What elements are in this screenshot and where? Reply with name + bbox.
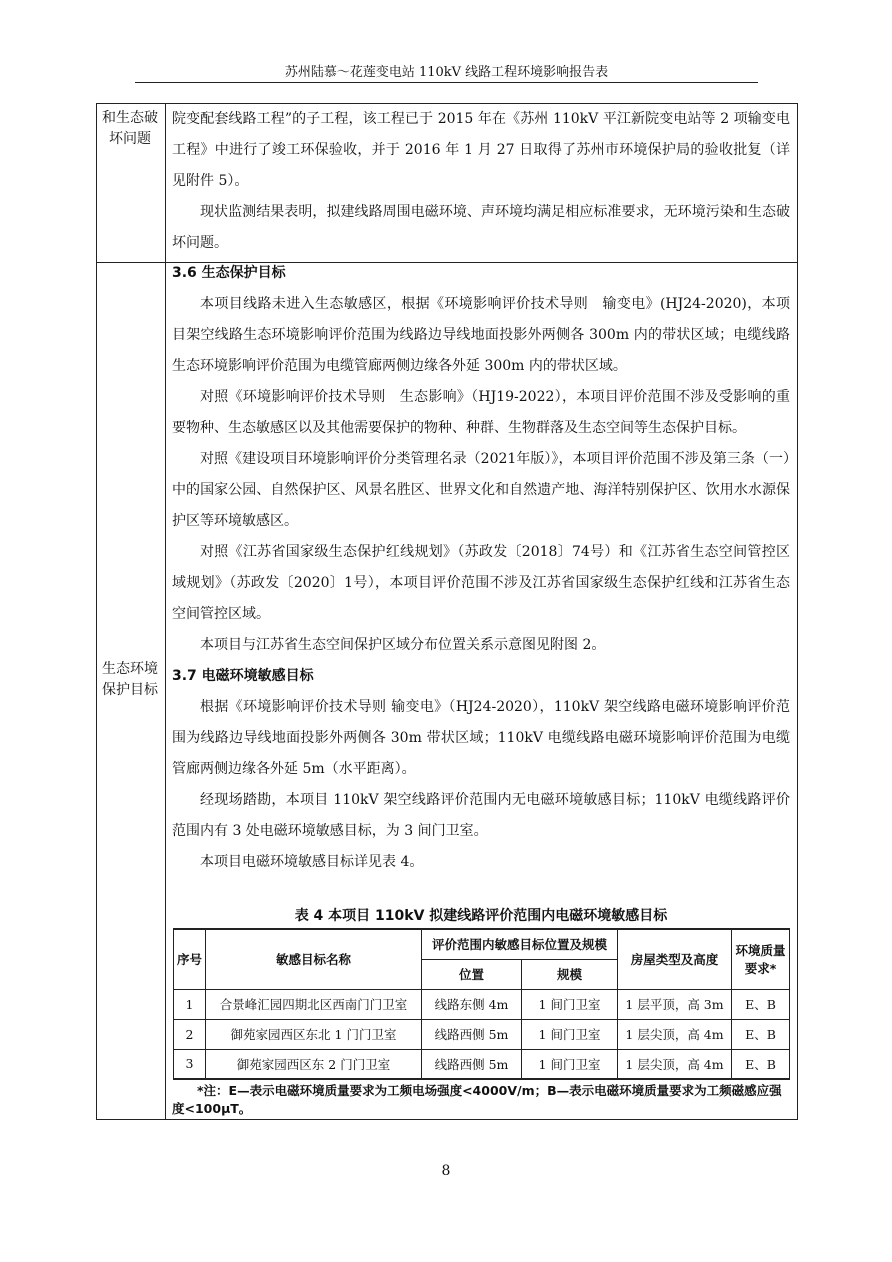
paragraph: 本项目线路未进入生态敏感区，根据《环境影响评价技术导则 输变电》(HJ24-2020)，本项目架空线路生态环境影响评价范围为线路边导线地面投影外两侧各 300m 内的带状区域；电缆线路生态环境影响评价范围为电缆管廊两侧边缘各外延 300m 内的带状区域。 (172, 296, 790, 374)
paragraph: 经现场踏勘，本项目 110kV 架空线路评价范围内无电磁环境敏感目标；110kV 电缆线路评价范围内有 3 处电磁环境敏感目标，为 3 间门卫室。 (172, 792, 790, 839)
cell-name: 御苑家园西区东北 1 门门卫室 (206, 1019, 422, 1049)
row-label-ecological-protection-targets: 生态环境保护目标 (102, 661, 158, 698)
protection-targets-content (172, 258, 790, 878)
column-divider (165, 103, 166, 1120)
cell-house: 1 层尖顶，高 4m (618, 1019, 732, 1049)
cell-scale: 1 间门卫室 (522, 1049, 618, 1079)
header-name: 敏感目标名称 (206, 929, 422, 989)
report-header-title: 苏州陆慕～花莲变电站 110kV 线路工程环境影响报告表 (284, 65, 609, 80)
table-title: 表 4 本项目 110kV 拟建线路评价范围内电磁环境敏感目标 (294, 908, 668, 924)
cell-name: 御苑家园西区东 2 门门卫室 (206, 1049, 422, 1079)
page-number: 8 (441, 1163, 451, 1179)
cell-no: 2 (174, 1019, 206, 1049)
cell-position: 线路西侧 5m (422, 1019, 522, 1049)
cell-quality: E、B (732, 1049, 790, 1079)
paragraph: 本项目电磁环境敏感目标详见表 4。 (200, 854, 424, 870)
cell-quality: E、B (732, 1019, 790, 1049)
cell-name: 合景峰汇园四期北区西南门门卫室 (206, 989, 422, 1019)
table-note: *注：E—表示电磁环境质量要求为工频电场强度<4000V/m；B—表示电磁环境质量要求为工频磁感应强度<100μT。 (172, 1083, 782, 1116)
existing-issues-content (172, 104, 790, 259)
paragraph: 对照《江苏省国家级生态保护红线规划》（苏政发〔2018〕74号）和《江苏省生态空间管控区域规划》（苏政发〔2020〕1号），本项目评价范围不涉及江苏省国家级生态保护红线和江苏省生态空间管控区域。 (172, 544, 790, 622)
section-heading-3-6: 3.6 生态保护目标 (172, 265, 286, 281)
cell-no: 3 (174, 1049, 206, 1079)
cell-house: 1 层平顶，高 3m (618, 989, 732, 1019)
paragraph: 对照《环境影响评价技术导则 生态影响》（HJ19-2022），本项目评价范围不涉及受影响的重要物种、生态敏感区以及其他需要保护的物种、种群、生物群落及生态空间等生态保护目标。 (172, 389, 790, 436)
header-house-type: 房屋类型及高度 (618, 929, 732, 989)
header-no: 序号 (174, 929, 206, 989)
header-position-scale-group: 评价范围内敏感目标位置及规模 (422, 929, 618, 959)
paragraph: 本项目与江苏省生态空间保护区域分布位置关系示意图见附图 2。 (200, 637, 606, 653)
cell-house: 1 层尖顶，高 4m (618, 1049, 732, 1079)
header-rule (135, 82, 758, 83)
section-heading-3-7: 3.7 电磁环境敏感目标 (172, 668, 314, 684)
table-row (174, 1019, 790, 1049)
table-title-wrapper (172, 905, 790, 927)
row-label-ecological-damage: 和生态破坏问题 (102, 110, 158, 147)
cell-scale: 1 间门卫室 (522, 1019, 618, 1049)
paragraph: 对照《建设项目环境影响评价分类管理名录（2021年版）》，本项目评价范围不涉及第三条（一）中的国家公园、自然保护区、风景名胜区、世界文化和自然遗产地、海洋特别保护区、饮用水水源保护区等环境敏感区。 (172, 451, 790, 529)
table-row (174, 1049, 790, 1079)
header-scale: 规模 (522, 959, 618, 989)
cell-no: 1 (174, 989, 206, 1019)
cell-position: 线路西侧 5m (422, 1049, 522, 1079)
cell-quality: E、B (732, 989, 790, 1019)
cell-position: 线路东侧 4m (422, 989, 522, 1019)
paragraph: 根据《环境影响评价技术导则 输变电》（HJ24-2020），110kV 架空线路电磁环境影响评价范围为线路边导线地面投影外两侧各 30m 带状区域；110kV 电缆线路电磁环境影响评价范围为电缆管廊两侧边缘各外延 5m（水平距离）。 (172, 699, 790, 777)
paragraph: 院变配套线路工程”的子工程，该工程已于 2015 年在《苏州 110kV 平江新院变电站等 2 项输变电工程》中进行了竣工环保验收，并于 2016 年 1 月 27 日取得了苏州市环境保护局的验收批复（详见附件 5）。 (172, 111, 790, 189)
header-position: 位置 (422, 959, 522, 989)
table-row (174, 989, 790, 1019)
header-quality: 环境质量要求* (732, 929, 790, 989)
paragraph: 现状监测结果表明，拟建线路周围电磁环境、声环境均满足相应标准要求，无环境污染和生态破坏问题。 (172, 204, 790, 251)
cell-scale: 1 间门卫室 (522, 989, 618, 1019)
sensitive-targets-table (173, 928, 790, 1080)
